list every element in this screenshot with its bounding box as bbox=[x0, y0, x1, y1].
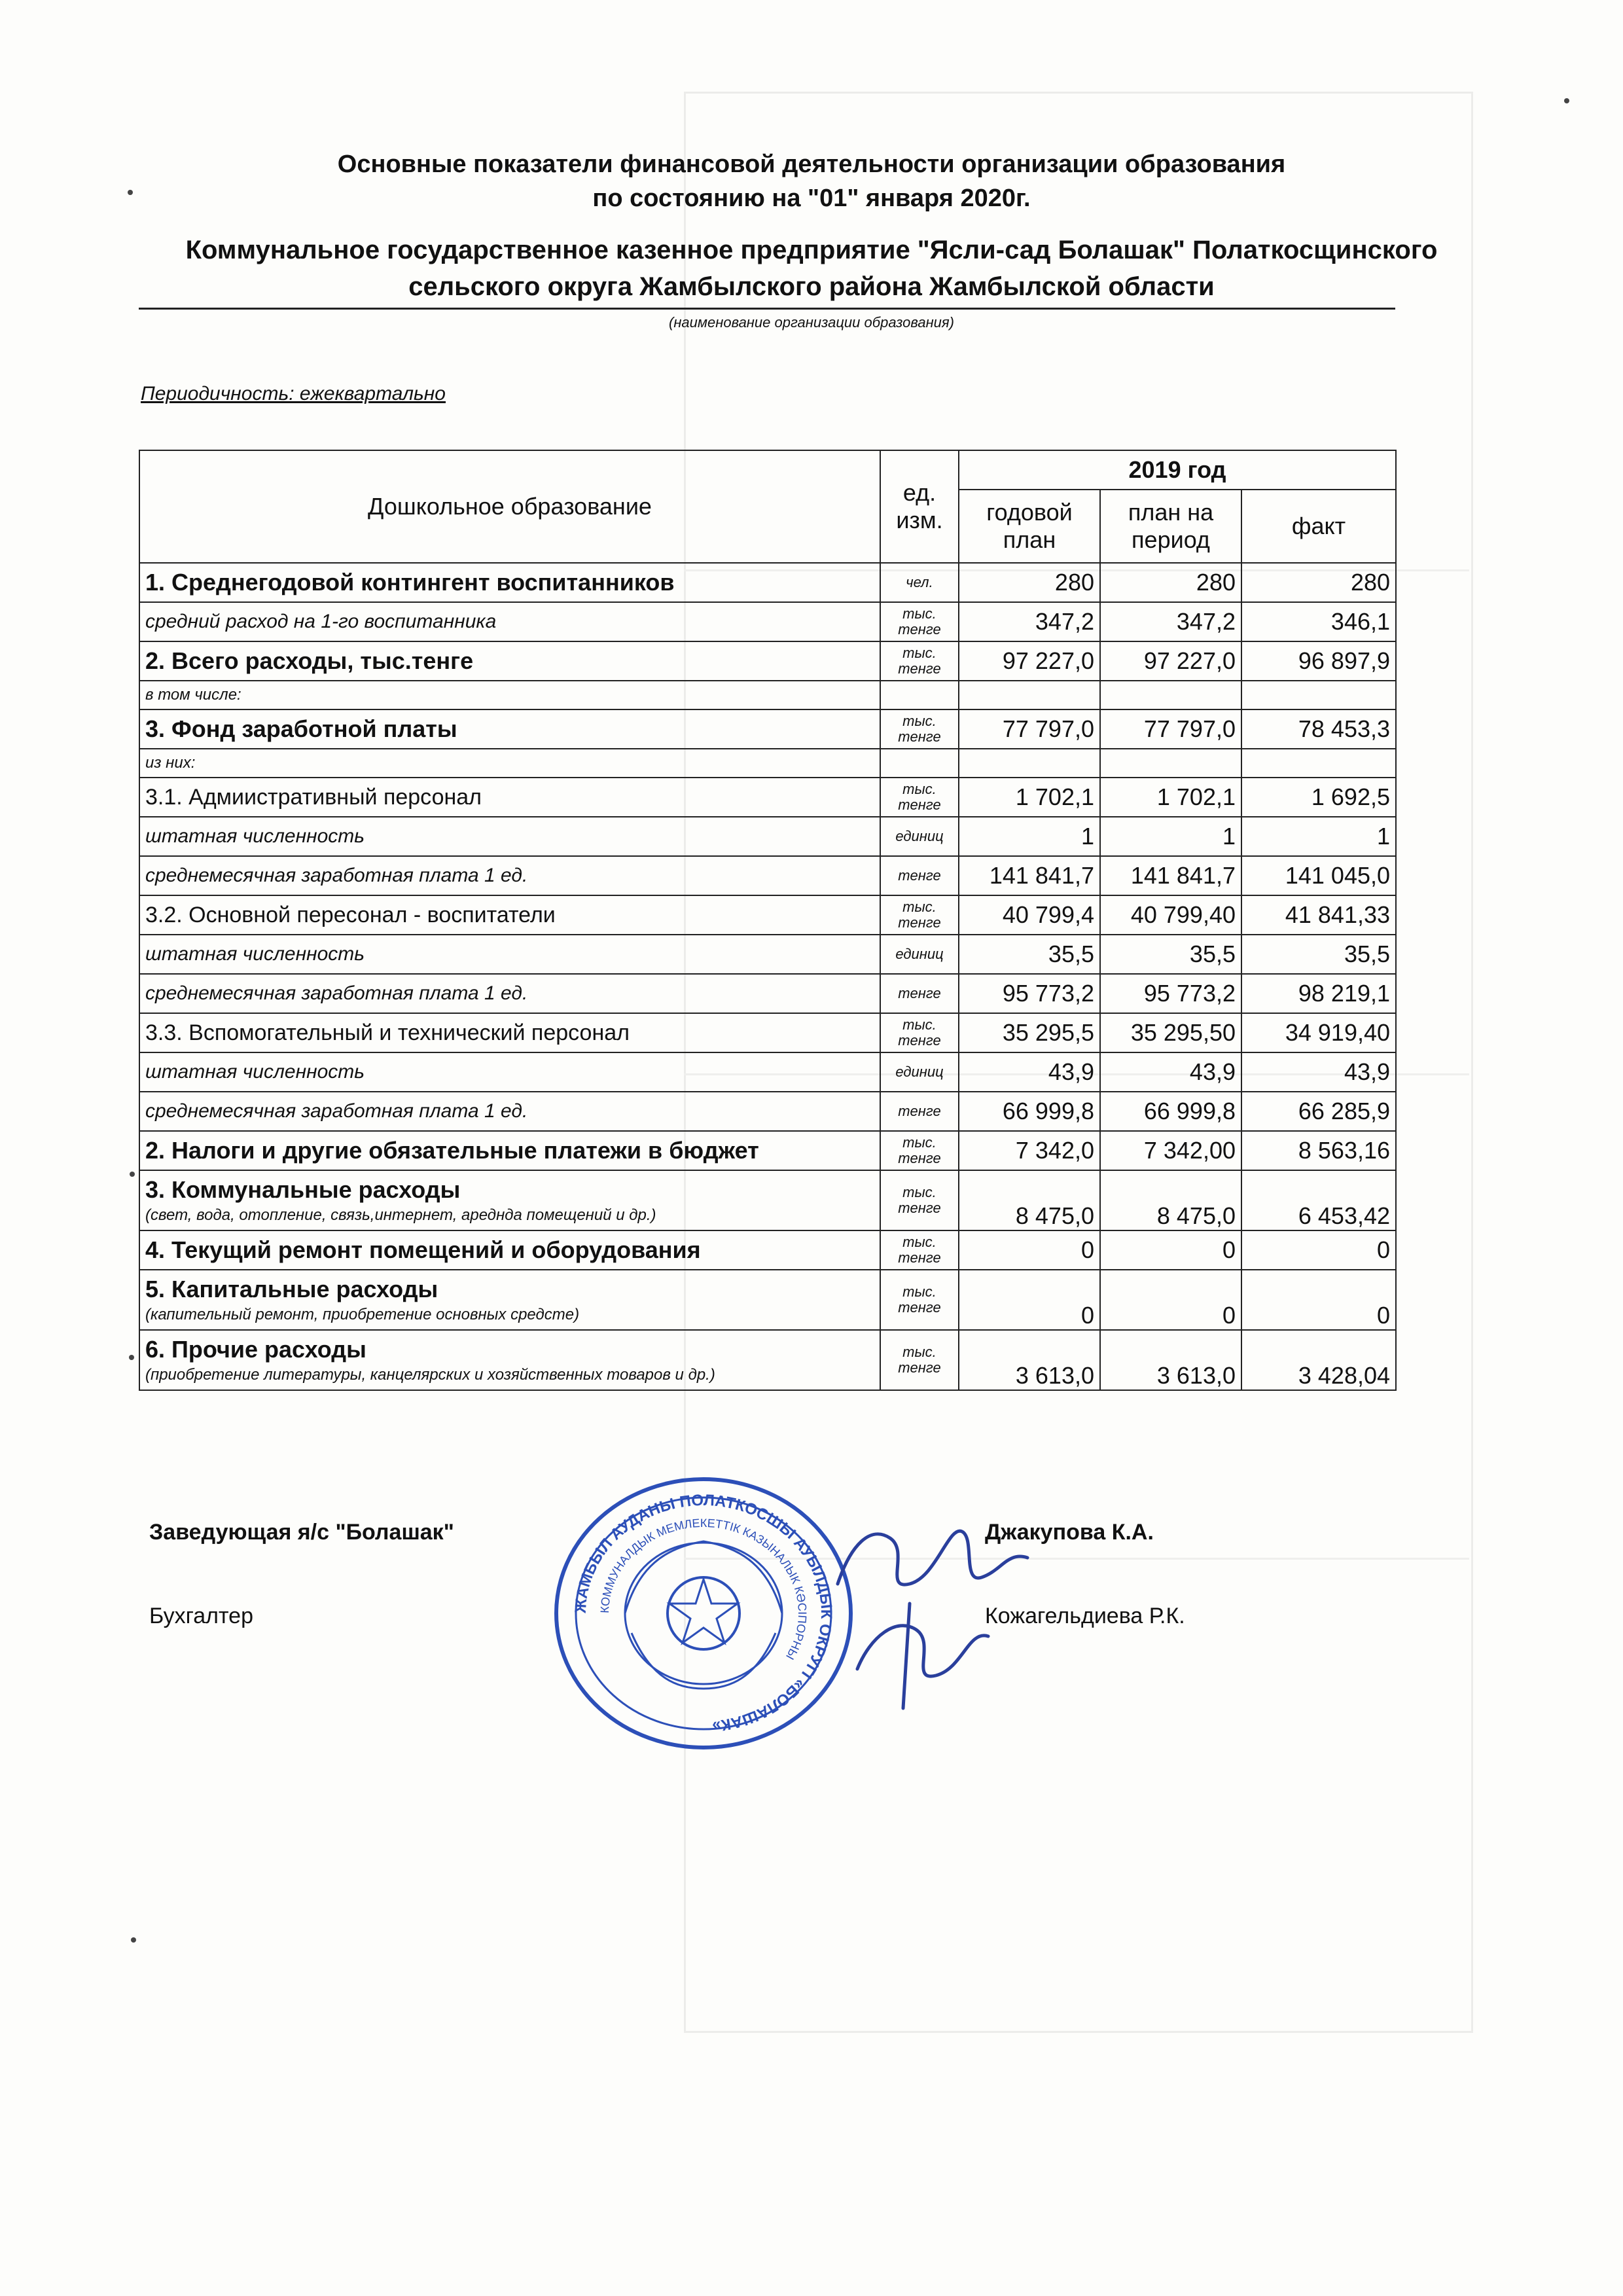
row-annual-plan: 40 799,4 bbox=[959, 895, 1100, 935]
scan-speck bbox=[129, 1355, 134, 1360]
table-row bbox=[139, 1330, 1396, 1390]
table-row bbox=[139, 895, 1396, 935]
row-label bbox=[139, 1131, 880, 1170]
row-label bbox=[139, 1230, 880, 1270]
row-label bbox=[139, 856, 880, 895]
row-label bbox=[139, 1092, 880, 1131]
row-label-text: 4. Текущий ремонт помещений и оборудования bbox=[145, 1236, 701, 1263]
row-annual-plan: 66 999,8 bbox=[959, 1092, 1100, 1131]
table-row bbox=[139, 974, 1396, 1013]
row-fact: 96 897,9 bbox=[1241, 641, 1396, 681]
scan-speck bbox=[1564, 98, 1569, 103]
row-annual-plan: 7 342,0 bbox=[959, 1131, 1100, 1170]
head-signatory-name: Джакупова К.А. bbox=[985, 1520, 1154, 1545]
row-fact: 66 285,9 bbox=[1241, 1092, 1396, 1131]
row-unit: единиц bbox=[880, 817, 959, 856]
row-period-plan: 66 999,8 bbox=[1100, 1092, 1241, 1131]
row-fact: 98 219,1 bbox=[1241, 974, 1396, 1013]
row-unit: чел. bbox=[880, 563, 959, 602]
row-unit: тыс. тенге bbox=[880, 602, 959, 641]
row-label bbox=[139, 935, 880, 974]
row-period-plan: 43,9 bbox=[1100, 1052, 1241, 1092]
row-unit: тыс. тенге bbox=[880, 1270, 959, 1330]
row-period-plan: 7 342,00 bbox=[1100, 1131, 1241, 1170]
row-period-plan: 3 613,0 bbox=[1100, 1330, 1241, 1390]
column-header-period-plan: план на период bbox=[1100, 490, 1241, 563]
row-fact: 8 563,16 bbox=[1241, 1131, 1396, 1170]
row-period-plan bbox=[1100, 681, 1241, 709]
column-header-name: Дошкольное образование bbox=[139, 450, 880, 563]
row-label bbox=[139, 1013, 880, 1052]
row-fact: 41 841,33 bbox=[1241, 895, 1396, 935]
row-fact: 3 428,04 bbox=[1241, 1330, 1396, 1390]
organization-name-line1: Коммунальное государственное казенное предприятие "Ясли-сад Болашак" Полаткосщинского bbox=[185, 236, 1438, 264]
column-header-unit: ед. изм. bbox=[880, 450, 959, 563]
column-header-fact: факт bbox=[1241, 490, 1396, 563]
row-annual-plan: 280 bbox=[959, 563, 1100, 602]
row-unit: тенге bbox=[880, 856, 959, 895]
row-label bbox=[139, 1052, 880, 1092]
row-label bbox=[139, 778, 880, 817]
column-header-annual-plan: годовой план bbox=[959, 490, 1100, 563]
accountant-title: Бухгалтер bbox=[149, 1604, 253, 1628]
row-annual-plan bbox=[959, 681, 1100, 709]
row-unit: тенге bbox=[880, 1092, 959, 1131]
row-annual-plan: 43,9 bbox=[959, 1052, 1100, 1092]
row-annual-plan: 347,2 bbox=[959, 602, 1100, 641]
accountant-name: Кожагельдиева Р.К. bbox=[985, 1604, 1185, 1628]
row-label-text: 1. Среднегодовой контингент воспитанников bbox=[145, 569, 675, 596]
table-row bbox=[139, 778, 1396, 817]
row-label-text: средний расход на 1-го воспитанника bbox=[145, 611, 497, 632]
table-row bbox=[139, 641, 1396, 681]
head-signatory-title: Заведующая я/с "Болашак" bbox=[149, 1520, 454, 1545]
row-unit: тыс. тенге bbox=[880, 778, 959, 817]
row-period-plan: 95 773,2 bbox=[1100, 974, 1241, 1013]
row-label bbox=[139, 641, 880, 681]
table-row bbox=[139, 1230, 1396, 1270]
row-annual-plan: 97 227,0 bbox=[959, 641, 1100, 681]
organization-underline bbox=[139, 308, 1395, 310]
handwritten-signature bbox=[812, 1486, 1047, 1734]
row-label-text: в том числе: bbox=[145, 686, 241, 704]
row-period-plan: 0 bbox=[1100, 1270, 1241, 1330]
row-label bbox=[139, 974, 880, 1013]
row-annual-plan: 0 bbox=[959, 1270, 1100, 1330]
table-row bbox=[139, 681, 1396, 709]
row-fact: 43,9 bbox=[1241, 1052, 1396, 1092]
row-label-text: 3.2. Основной пересонал - воспитатели bbox=[145, 902, 556, 927]
row-period-plan: 347,2 bbox=[1100, 602, 1241, 641]
row-unit: тыс. тенге bbox=[880, 1013, 959, 1052]
row-label-text: 3.3. Вспомогательный и технический персонал bbox=[145, 1020, 630, 1045]
row-period-plan: 35 295,50 bbox=[1100, 1013, 1241, 1052]
row-fact: 34 919,40 bbox=[1241, 1013, 1396, 1052]
periodicity-note: Периодичность: ежеквартально bbox=[141, 383, 446, 404]
column-header-year: 2019 год bbox=[959, 450, 1396, 490]
row-period-plan: 8 475,0 bbox=[1100, 1170, 1241, 1230]
row-label-text: 2. Налоги и другие обязательные платежи в бюджет bbox=[145, 1137, 759, 1164]
row-period-plan: 97 227,0 bbox=[1100, 641, 1241, 681]
row-label-text: штатная численность bbox=[145, 1061, 365, 1083]
stamp-inner-text: КОММУНАЛДЫК МЕМЛЕКЕТТІК КАЗЫНАЛЫК КӘСІПОРНЫ bbox=[597, 1516, 810, 1662]
row-unit: тыс. тенге bbox=[880, 1230, 959, 1270]
organization-name-line2: сельского округа Жамбылского района Жамбылской области bbox=[408, 272, 1215, 301]
row-label-text: из них: bbox=[145, 754, 196, 772]
row-unit bbox=[880, 749, 959, 778]
row-annual-plan: 141 841,7 bbox=[959, 856, 1100, 895]
row-label bbox=[139, 1330, 880, 1390]
table-row bbox=[139, 1170, 1396, 1230]
row-annual-plan: 3 613,0 bbox=[959, 1330, 1100, 1390]
row-unit: тыс. тенге bbox=[880, 1170, 959, 1230]
row-unit: единиц bbox=[880, 1052, 959, 1092]
row-fact: 6 453,42 bbox=[1241, 1170, 1396, 1230]
table-row bbox=[139, 749, 1396, 778]
row-period-plan: 35,5 bbox=[1100, 935, 1241, 974]
row-label bbox=[139, 817, 880, 856]
row-fact: 35,5 bbox=[1241, 935, 1396, 974]
row-fact bbox=[1241, 681, 1396, 709]
row-fact: 1 bbox=[1241, 817, 1396, 856]
row-period-plan: 40 799,40 bbox=[1100, 895, 1241, 935]
row-fact: 141 045,0 bbox=[1241, 856, 1396, 895]
table-row bbox=[139, 856, 1396, 895]
scan-speck bbox=[128, 190, 133, 195]
row-label-text: 3.1. Адмиистративный персонал bbox=[145, 784, 482, 810]
row-period-plan: 280 bbox=[1100, 563, 1241, 602]
table-row bbox=[139, 709, 1396, 749]
row-fact: 1 692,5 bbox=[1241, 778, 1396, 817]
row-fact: 0 bbox=[1241, 1230, 1396, 1270]
table-row bbox=[139, 1092, 1396, 1131]
stamp-outer-text: ЖАМБЫЛ АУДАНЫ ПОЛАТКОСШЫ АУЫЛДЫК ОКРУГІ «БОЛАШАК» bbox=[571, 1491, 836, 1735]
row-period-plan: 77 797,0 bbox=[1100, 709, 1241, 749]
row-label bbox=[139, 681, 880, 709]
row-unit: единиц bbox=[880, 935, 959, 974]
row-annual-plan: 77 797,0 bbox=[959, 709, 1100, 749]
row-label bbox=[139, 709, 880, 749]
table-row bbox=[139, 1013, 1396, 1052]
report-title-line2: по состоянию на "01" января 2020г. bbox=[592, 185, 1031, 212]
row-period-plan bbox=[1100, 749, 1241, 778]
row-label bbox=[139, 1170, 880, 1230]
row-annual-plan: 35 295,5 bbox=[959, 1013, 1100, 1052]
row-label-text: 5. Капитальные расходы bbox=[145, 1276, 438, 1302]
row-label-detail: (капительный ремонт, приобретение основных средстe) bbox=[145, 1306, 580, 1323]
row-annual-plan: 8 475,0 bbox=[959, 1170, 1100, 1230]
table-row bbox=[139, 602, 1396, 641]
row-unit: тыс. тенге bbox=[880, 1330, 959, 1390]
row-label-detail: (приобретение литературы, канцелярских и хозяйственных товаров и др.) bbox=[145, 1366, 715, 1384]
table-row bbox=[139, 563, 1396, 602]
row-label bbox=[139, 563, 880, 602]
row-label-text: 3. Коммунальные расходы bbox=[145, 1176, 461, 1203]
scan-speck bbox=[130, 1172, 135, 1177]
row-period-plan: 141 841,7 bbox=[1100, 856, 1241, 895]
table-row bbox=[139, 1052, 1396, 1092]
row-period-plan: 1 702,1 bbox=[1100, 778, 1241, 817]
row-annual-plan: 0 bbox=[959, 1230, 1100, 1270]
row-label-text: среднемесячная заработная плата 1 ед. bbox=[145, 865, 528, 886]
row-period-plan: 1 bbox=[1100, 817, 1241, 856]
row-label-text: среднемесячная заработная плата 1 ед. bbox=[145, 982, 528, 1004]
row-period-plan: 0 bbox=[1100, 1230, 1241, 1270]
row-label-text: 3. Фонд заработной платы bbox=[145, 715, 457, 742]
row-fact: 78 453,3 bbox=[1241, 709, 1396, 749]
row-label-text: штатная численность bbox=[145, 825, 365, 847]
row-unit: тыс. тенге bbox=[880, 895, 959, 935]
report-title-line1: Основные показатели финансовой деятельности организации образования bbox=[337, 151, 1286, 178]
table-row bbox=[139, 1131, 1396, 1170]
row-unit: тыс. тенге bbox=[880, 641, 959, 681]
row-label-text: штатная численность bbox=[145, 943, 365, 965]
row-label-detail: (свет, вода, отопление, связь,интернет, ареднда помещений и др.) bbox=[145, 1206, 656, 1224]
row-annual-plan: 1 702,1 bbox=[959, 778, 1100, 817]
row-annual-plan: 35,5 bbox=[959, 935, 1100, 974]
row-label bbox=[139, 895, 880, 935]
table-row bbox=[139, 935, 1396, 974]
row-fact: 280 bbox=[1241, 563, 1396, 602]
organization-caption: (наименование организации образования) bbox=[669, 314, 954, 331]
row-unit: тенге bbox=[880, 974, 959, 1013]
row-label bbox=[139, 1270, 880, 1330]
row-unit: тыс. тенге bbox=[880, 1131, 959, 1170]
row-fact: 0 bbox=[1241, 1270, 1396, 1330]
row-label-text: 2. Всего расходы, тыс.тенге bbox=[145, 647, 474, 674]
row-annual-plan bbox=[959, 749, 1100, 778]
scan-speck bbox=[131, 1937, 136, 1943]
row-unit bbox=[880, 681, 959, 709]
row-annual-plan: 95 773,2 bbox=[959, 974, 1100, 1013]
financial-indicators-table bbox=[139, 450, 1397, 1391]
row-label-text: 6. Прочие расходы bbox=[145, 1336, 366, 1363]
table-row bbox=[139, 817, 1396, 856]
row-label-text: среднемесячная заработная плата 1 ед. bbox=[145, 1100, 528, 1122]
row-unit: тыс. тенге bbox=[880, 709, 959, 749]
row-annual-plan: 1 bbox=[959, 817, 1100, 856]
row-fact: 346,1 bbox=[1241, 602, 1396, 641]
row-label bbox=[139, 602, 880, 641]
row-fact bbox=[1241, 749, 1396, 778]
table-row bbox=[139, 1270, 1396, 1330]
row-label bbox=[139, 749, 880, 778]
